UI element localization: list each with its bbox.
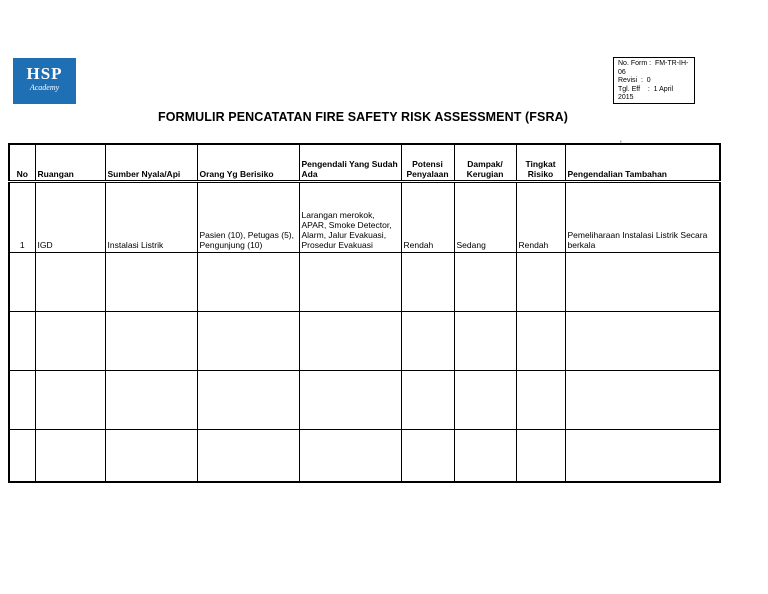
table-row-empty <box>9 371 720 430</box>
header-sumber: Sumber Nyala/Api <box>105 144 197 182</box>
empty-cell <box>105 253 197 312</box>
header-tingkat: Tingkat Risiko <box>516 144 565 182</box>
empty-cell <box>516 312 565 371</box>
empty-cell <box>401 371 454 430</box>
empty-cell <box>299 253 401 312</box>
empty-cell <box>105 371 197 430</box>
empty-cell <box>516 371 565 430</box>
empty-cell <box>565 312 720 371</box>
empty-cell <box>454 312 516 371</box>
header-row <box>9 144 720 182</box>
empty-cell <box>105 430 197 483</box>
form-number: No. Form : FM-TR-IH-06 <box>618 60 689 76</box>
cell-dampak: Sedang <box>454 182 516 253</box>
empty-cell <box>197 312 299 371</box>
empty-cell <box>9 371 35 430</box>
stray-mark: ʼ <box>620 140 622 149</box>
cell-tambahan: Pemeliharaan Instalasi Listrik Secara berkala <box>565 182 720 253</box>
cell-ruangan: IGD <box>35 182 105 253</box>
table-row-empty <box>9 430 720 483</box>
empty-cell <box>197 253 299 312</box>
header-orang: Orang Yg Berisiko <box>197 144 299 182</box>
table-row <box>9 182 720 253</box>
empty-cell <box>299 430 401 483</box>
empty-cell <box>35 430 105 483</box>
form-info-box <box>613 57 695 104</box>
empty-cell <box>565 253 720 312</box>
logo-brand: HSP <box>26 64 63 83</box>
header-no: No <box>9 144 35 182</box>
header-pengendali: Pengendali Yang Sudah Ada <box>299 144 401 182</box>
cell-sumber: Instalasi Listrik <box>105 182 197 253</box>
empty-cell <box>516 253 565 312</box>
form-revision: Revisi : 0 <box>618 77 651 84</box>
cell-orang: Pasien (10), Petugas (5), Pengunjung (10) <box>197 182 299 253</box>
empty-cell <box>35 253 105 312</box>
empty-cell <box>454 371 516 430</box>
empty-cell <box>197 371 299 430</box>
cell-no: 1 <box>9 182 35 253</box>
company-logo <box>13 58 76 104</box>
empty-cell <box>35 371 105 430</box>
empty-cell <box>9 253 35 312</box>
empty-cell <box>105 312 197 371</box>
header-tambahan: Pengendalian Tambahan <box>565 144 720 182</box>
header-potensi: Potensi Penyalaan <box>401 144 454 182</box>
empty-cell <box>299 312 401 371</box>
empty-cell <box>35 312 105 371</box>
empty-cell <box>299 371 401 430</box>
cell-tingkat: Rendah <box>516 182 565 253</box>
empty-cell <box>401 312 454 371</box>
page-title: FORMULIR PENCATATAN FIRE SAFETY RISK ASSESSMENT (FSRA) <box>157 110 569 124</box>
cell-potensi: Rendah <box>401 182 454 253</box>
empty-cell <box>401 430 454 483</box>
table-row-empty <box>9 312 720 371</box>
empty-cell <box>197 430 299 483</box>
logo-subtitle: Academy <box>29 83 60 92</box>
header-ruangan: Ruangan <box>35 144 105 182</box>
empty-cell <box>9 312 35 371</box>
form-effective-date: Tgl. Eff : 1 April 2015 <box>618 85 676 101</box>
empty-cell <box>565 430 720 483</box>
empty-cell <box>454 253 516 312</box>
header-dampak: Dampak/ Kerugian <box>454 144 516 182</box>
empty-cell <box>454 430 516 483</box>
empty-cell <box>565 371 720 430</box>
empty-cell <box>516 430 565 483</box>
fsra-table <box>8 143 721 483</box>
empty-cell <box>401 253 454 312</box>
empty-cell <box>9 430 35 483</box>
table-row-empty <box>9 253 720 312</box>
cell-pengendali: Larangan merokok, APAR, Smoke Detector, Alarm, Jalur Evakuasi, Prosedur Evakuasi <box>299 182 401 253</box>
